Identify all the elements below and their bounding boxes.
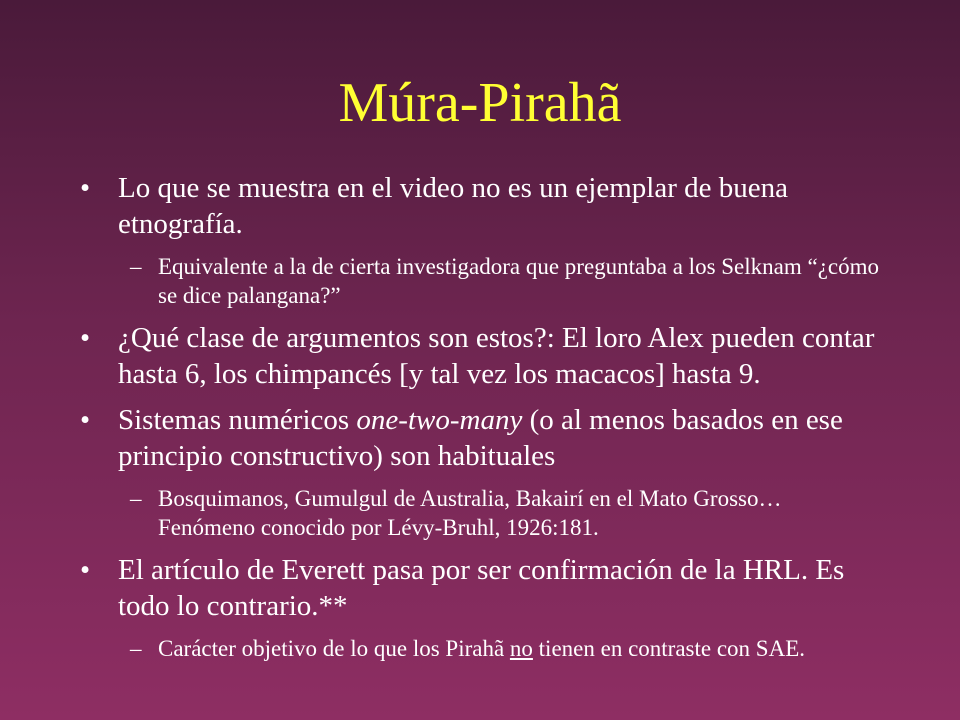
bullet-marker: • xyxy=(80,322,91,354)
dash-marker: – xyxy=(130,254,142,279)
bullet-item xyxy=(80,552,880,624)
bullet-item xyxy=(80,170,880,242)
sub-bullet-text-post: tienen en contraste con SAE. xyxy=(532,636,806,661)
sub-bullet-item xyxy=(80,484,880,542)
bullet-item xyxy=(80,402,880,474)
bullet-item xyxy=(80,320,880,392)
bullet-marker: • xyxy=(80,554,91,586)
bullet-text: Lo que se muestra en el video no es un ejemplar de buena etnografía. xyxy=(118,172,788,240)
dash-marker: – xyxy=(130,486,142,511)
bullet-text-post: (o al menos basados en ese principio constructivo) son habituales xyxy=(118,404,843,472)
slide-content xyxy=(80,170,880,673)
sub-bullet-text-underlined: no xyxy=(509,636,533,661)
sub-bullet-text-pre: Carácter objetivo de lo que los Pirahã xyxy=(158,636,510,661)
bullet-text-emphasis: one-two-many xyxy=(356,404,523,436)
bullet-text: El artículo de Everett pasa por ser confirmación de la HRL. Es todo lo contrario.** xyxy=(118,554,845,622)
bullet-marker: • xyxy=(80,172,91,204)
bullet-text-pre: Sistemas numéricos xyxy=(118,404,357,436)
bullet-text: ¿Qué clase de argumentos son estos?: El loro Alex pueden contar hasta 6, los chimpancés [y tal vez los macacos] hasta 9. xyxy=(118,322,875,390)
bullet-marker: • xyxy=(80,404,91,436)
sub-bullet-text: Bosquimanos, Gumulgul de Australia, Bakairí en el Mato Grosso… Fenómeno conocido por Lévy-Bruhl, 1926:181. xyxy=(158,486,782,540)
sub-bullet-text: Equivalente a la de cierta investigadora que preguntaba a los Selknam “¿cómo se dice palangana?” xyxy=(158,254,880,308)
sub-bullet-item xyxy=(80,634,880,663)
dash-marker: – xyxy=(130,636,142,661)
sub-bullet-item xyxy=(80,252,880,310)
slide-title: Múra-Pirahã xyxy=(338,72,622,134)
